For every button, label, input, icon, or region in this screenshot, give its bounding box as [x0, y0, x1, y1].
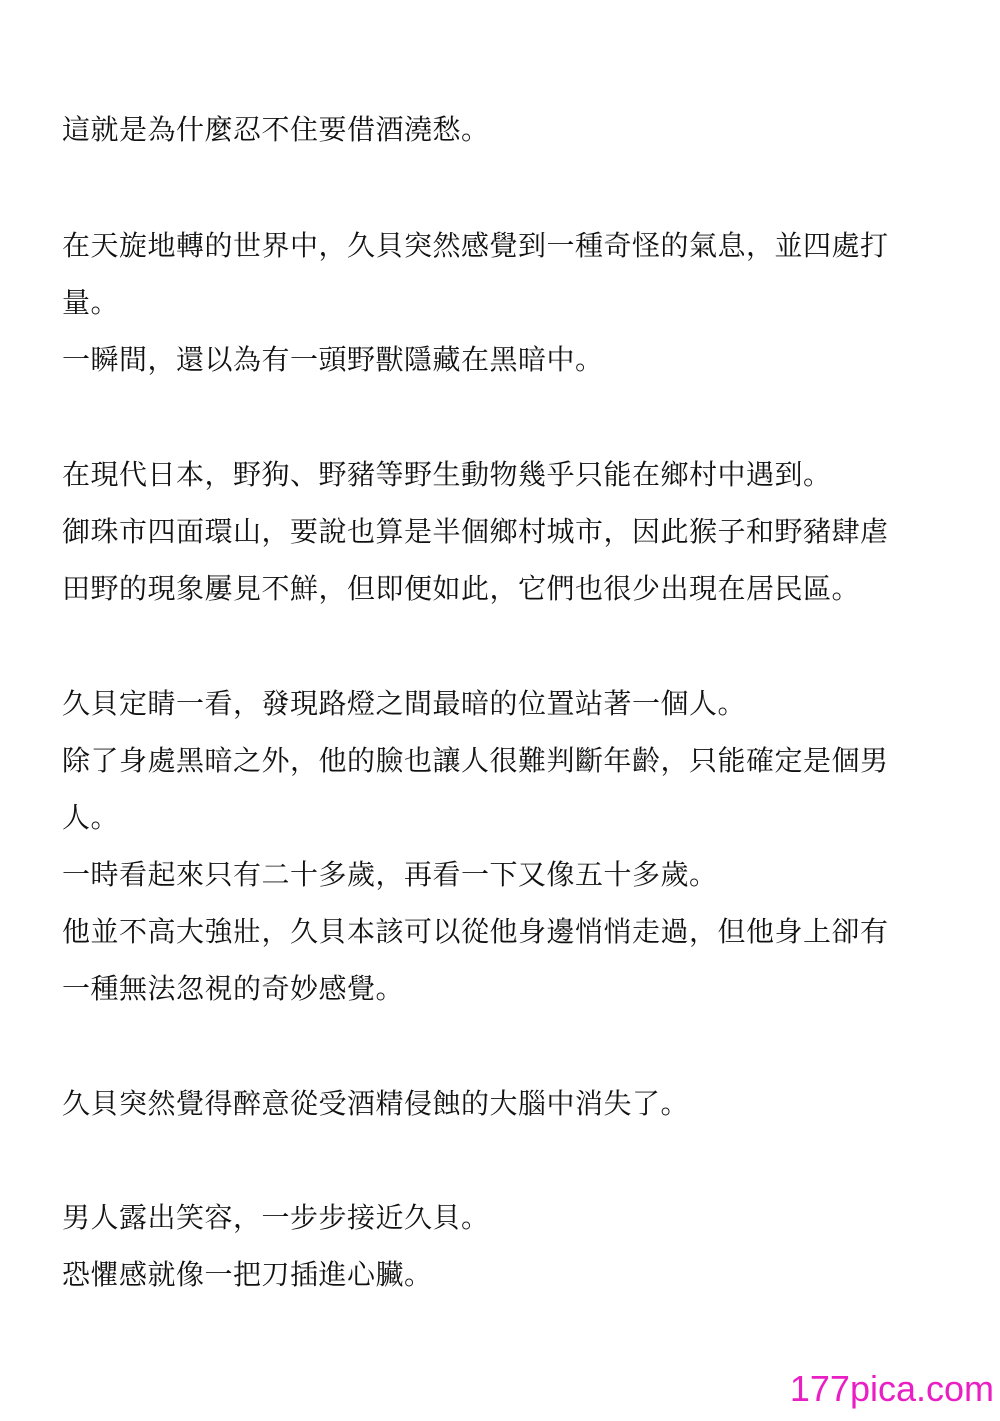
text-line: 一時看起來只有二十多歲，再看一下又像五十多歲。 [62, 858, 718, 891]
watermark-link[interactable]: 177pica.com [789, 1368, 994, 1409]
text-line: 這就是為什麼忍不住要借酒澆愁。 [62, 113, 490, 146]
text-line: 量。 [62, 286, 120, 319]
text-line: 田野的現象屢見不鮮，但即便如此，它們也很少出現在居民區。 [62, 572, 861, 605]
text-line: 御珠市四面環山，要說也算是半個鄉村城市，因此猴子和野豬肆虐 [62, 515, 889, 548]
text-line: 恐懼感就像一把刀插進心臟。 [62, 1258, 433, 1291]
text-line: 在天旋地轉的世界中，久貝突然感覺到一種奇怪的氣息，並四處打 [62, 229, 889, 262]
text-line: 久貝突然覺得醉意從受酒精侵蝕的大腦中消失了。 [62, 1087, 690, 1120]
text-line: 他並不高大強壯，久貝本該可以從他身邊悄悄走過，但他身上卻有 [62, 915, 889, 948]
text-line: 久貝定睛一看，發現路燈之間最暗的位置站著一個人。 [62, 687, 747, 720]
text-line: 男人露出笑容，一步步接近久貝。 [62, 1201, 490, 1234]
text-line: 人。 [62, 801, 120, 834]
text-line: 一瞬間，還以為有一頭野獸隱藏在黑暗中。 [62, 343, 604, 376]
text-line: 一種無法忽視的奇妙感覺。 [62, 972, 405, 1005]
text-line: 在現代日本，野狗、野豬等野生動物幾乎只能在鄉村中遇到。 [62, 458, 832, 491]
text-line: 除了身處黑暗之外，他的臉也讓人很難判斷年齡，只能確定是個男 [62, 744, 889, 777]
